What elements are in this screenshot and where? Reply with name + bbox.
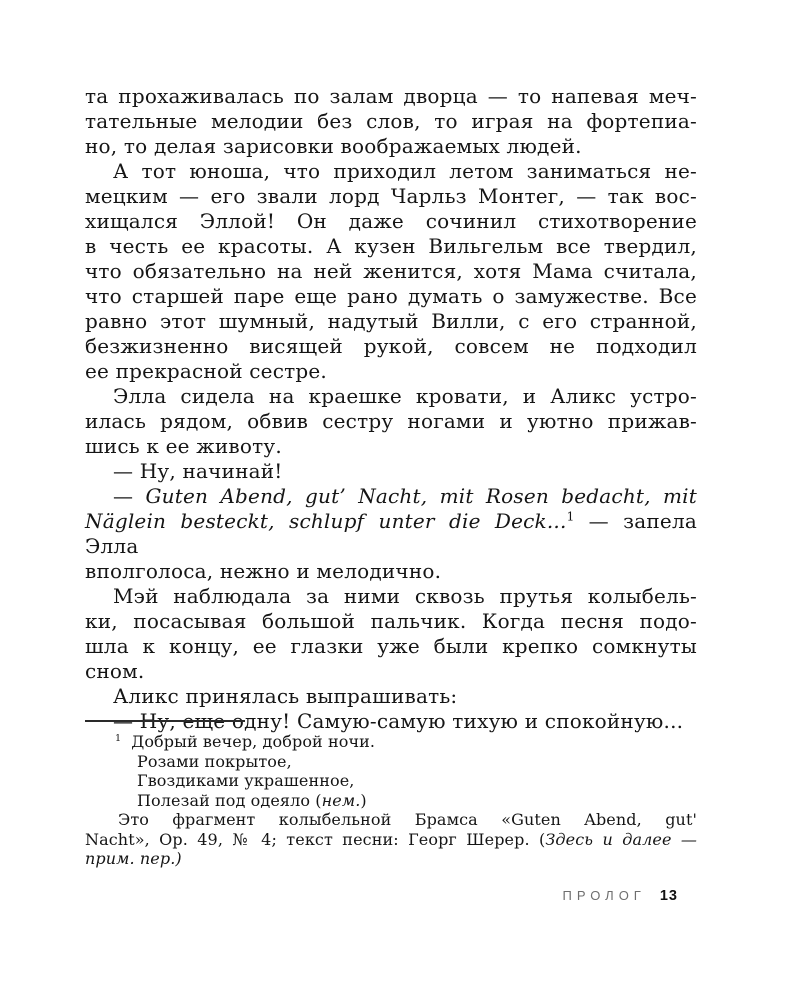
body-text-line	[85, 559, 697, 584]
text-segment: Nacht», Op. 49, № 4; текст песни: Георг Шерер. (	[85, 829, 546, 849]
body-text-line	[85, 334, 697, 359]
body-text-line	[85, 109, 697, 134]
body-text-line	[85, 184, 697, 209]
text-segment: Здесь и далее —	[545, 829, 697, 849]
body-text-line	[85, 484, 697, 509]
body-text-line	[85, 259, 697, 284]
footnote-line	[85, 849, 697, 869]
body-text-line	[85, 209, 697, 234]
body-text-line	[85, 159, 697, 184]
text-segment: прим. пер.)	[85, 849, 182, 868]
text-segment: вполголоса, нежно и мелодично.	[85, 559, 442, 583]
footer-section-label: ПРОЛОГ	[562, 888, 646, 903]
footnote-line	[85, 791, 697, 811]
text-segment: Это фрагмент колыбельной Брамса «Guten Abend, gut'	[118, 810, 697, 829]
text-segment: Аликс принялась выпрашивать:	[113, 684, 458, 708]
footnote-line	[85, 752, 697, 772]
body-text-line	[85, 359, 697, 384]
footnote-marker: 1	[115, 732, 122, 744]
footnote-line	[85, 732, 697, 752]
body-text-line	[85, 584, 697, 609]
text-segment: сном.	[85, 659, 145, 683]
text-segment: Гвоздиками украшенное,	[137, 771, 355, 790]
page-footer	[562, 888, 678, 904]
footnote-line	[85, 830, 697, 850]
text-segment: в честь ее красоты. А кузен Вильгельм все твердил,	[85, 234, 697, 258]
body-text-line	[85, 309, 697, 334]
text-segment: равно этот шумный, надутый Вилли, с его странной,	[85, 309, 697, 333]
body-text-line	[85, 384, 697, 409]
text-segment: — Ну, еще одну! Самую-самую тихую и спокойную...	[113, 709, 684, 733]
body-text-line	[85, 84, 697, 109]
text-segment: но, то делая зарисовки воображаемых людей.	[85, 134, 582, 158]
body-text-line	[85, 434, 697, 459]
text-segment: тательные мелодии без слов, то играя на фортепиа-	[85, 109, 697, 133]
footnote-marker: 1	[566, 509, 575, 524]
text-segment: хищался Эллой! Он даже сочинил стихотворение	[85, 209, 697, 233]
body-text-line	[85, 509, 697, 559]
body-text-line	[85, 409, 697, 434]
body-text-line	[85, 634, 697, 659]
text-segment: ки, посасывая большой пальчик. Когда песня подо-	[85, 609, 697, 633]
body-text-line	[85, 659, 697, 684]
footnote-line	[85, 771, 697, 791]
body-text	[85, 84, 697, 734]
footnote	[85, 720, 697, 869]
text-segment: — Ну, начинай!	[113, 459, 283, 483]
text-segment: Розами покрытое,	[137, 751, 292, 771]
text-segment: Добрый вечер, доброй ночи.	[131, 732, 376, 751]
text-segment: безжизненно висящей рукой, совсем не подходил	[85, 334, 697, 358]
text-segment: шла к концу, ее глазки уже были крепко сомкнуты	[85, 634, 697, 658]
body-text-line	[85, 609, 697, 634]
text-segment: А тот юноша, что приходил летом заниматься не-	[113, 159, 697, 183]
body-text-line	[85, 234, 697, 259]
body-text-line	[85, 459, 697, 484]
text-segment: что старшей паре еще рано думать о замужестве. Все	[85, 284, 697, 308]
body-text-line	[85, 134, 697, 159]
footnote-divider	[85, 720, 245, 722]
footnote-text	[85, 732, 697, 869]
body-text-line	[85, 684, 697, 709]
text-segment: Элла сидела на краешке кровати, и Аликс устро-	[113, 384, 697, 408]
text-segment: нем.	[321, 790, 361, 810]
text-segment: илась рядом, обвив сестру ногами и уютно прижав-	[85, 409, 697, 433]
footnote-line	[85, 810, 697, 830]
body-text-line	[85, 284, 697, 309]
footer-page-number: 13	[659, 888, 678, 904]
text-segment: шись к ее животу.	[85, 434, 282, 458]
text-segment: Полезай под одеяло (	[137, 790, 322, 810]
text-segment: ее прекрасной сестре.	[85, 359, 327, 383]
text-segment: что обязательно на ней женится, хотя Мама считала,	[85, 259, 697, 283]
text-segment: — запела Элла	[85, 509, 697, 558]
text-segment: )	[360, 790, 367, 810]
text-segment: Мэй наблюдала за ними сквозь прутья колыбель-	[113, 584, 697, 608]
text-segment: та прохаживалась по залам дворца — то напевая меч-	[85, 84, 697, 108]
text-segment: —	[113, 484, 146, 508]
text-segment: Näglein besteckt, schlupf unter die Deck...	[85, 509, 567, 533]
text-segment: мецким — его звали лорд Чарльз Монтег, — так вос-	[85, 184, 697, 208]
text-segment: Guten Abend, gut’ Nacht, mit Rosen bedacht, mit	[145, 484, 697, 508]
